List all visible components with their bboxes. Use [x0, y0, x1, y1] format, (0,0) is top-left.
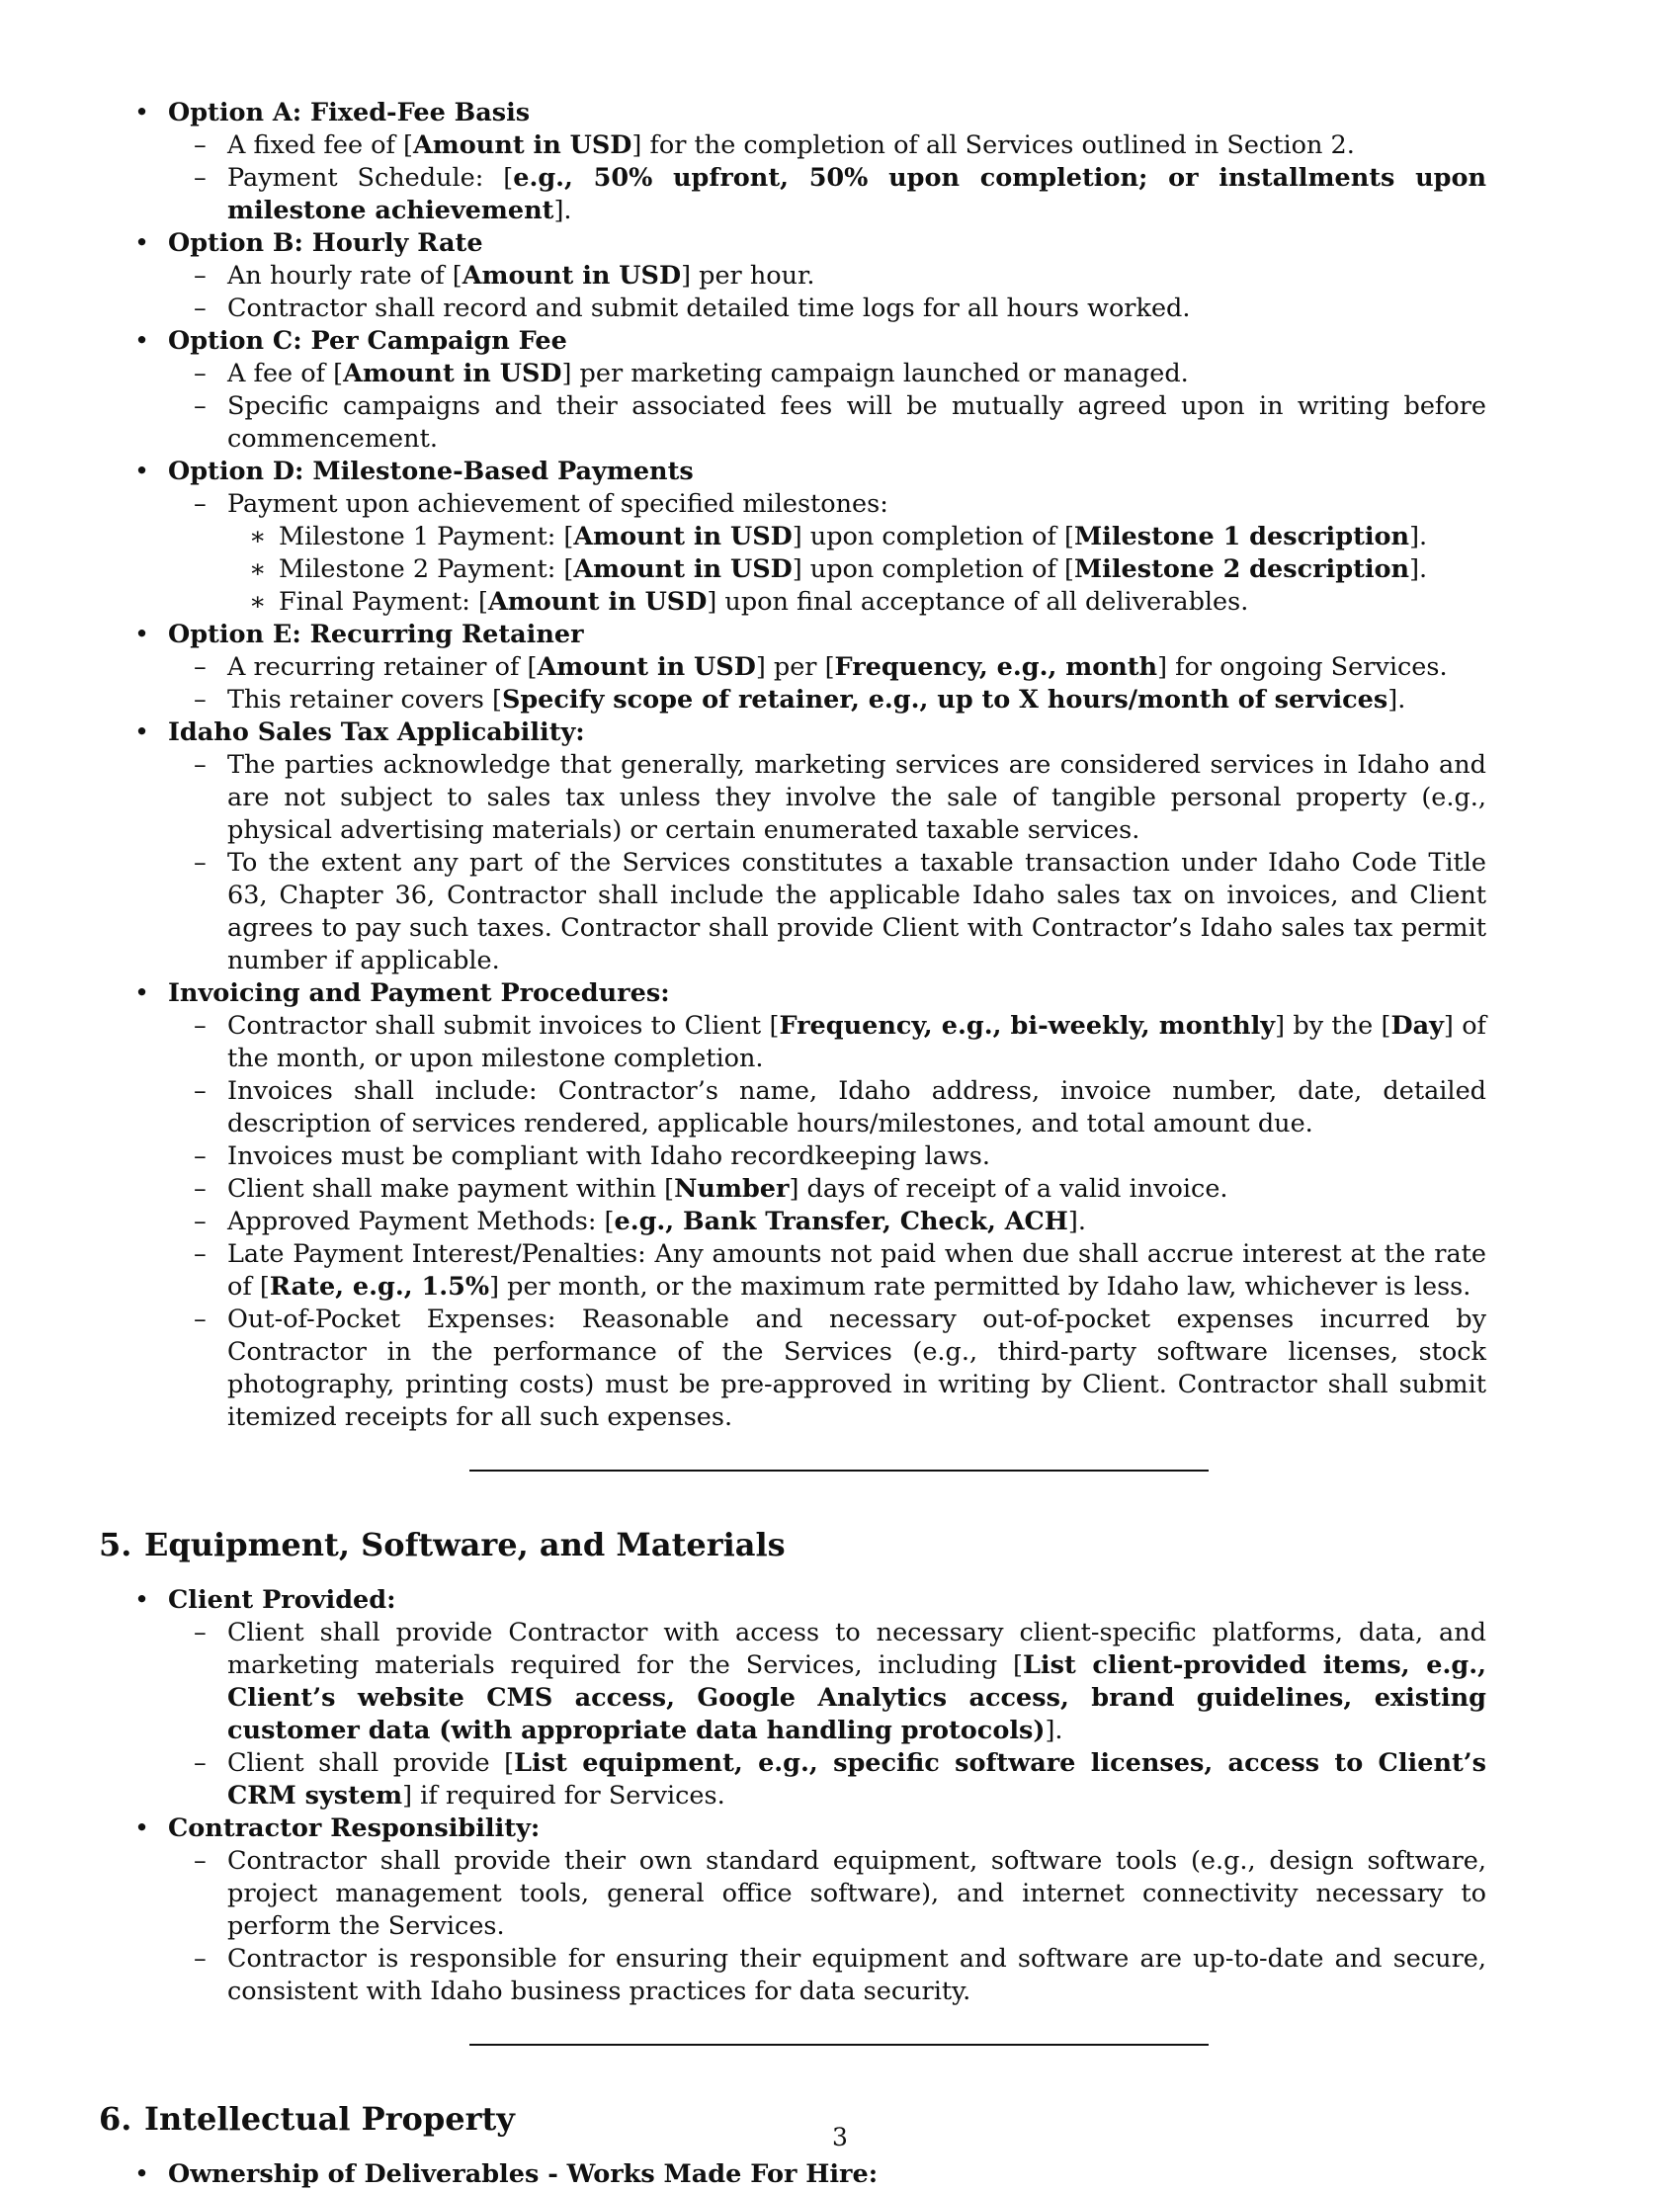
list-item: – Contractor shall submit invoices to Client [Frequency, e.g., bi-weekly, monthly] by the [Day] of the month, or upon milestone completion.	[194, 1011, 1486, 1073]
list-item: – Invoices shall include: Contractor’s name, Idaho address, invoice number, date, detailed description of services rendered, applicable hours/milestones, and total amount due.	[194, 1076, 1486, 1138]
section-6-heading: 6. Intellectual Property	[99, 2100, 515, 2138]
list-item: – A recurring retainer of [Amount in USD] per [Frequency, e.g., month] for ongoing Services.	[194, 652, 1448, 682]
sub-list-item: ∗ Milestone 1 Payment: [Amount in USD] upon completion of [Milestone 1 description].	[249, 522, 1428, 551]
client-provided-heading: • Client Provided:	[134, 1585, 396, 1615]
list-item: – Approved Payment Methods: [e.g., Bank Transfer, Check, ACH].	[194, 1207, 1086, 1236]
option-c: • Option C: Per Campaign Fee	[134, 326, 567, 356]
list-item: – To the extent any part of the Services constitutes a taxable transaction under Idaho Code Title 63, Chapter 36, Contractor shall include the applicable Idaho sales tax on invoices, and Client agrees to pay such taxes. Contractor shall provide Client with Contractor’s Idaho sales tax permit number if applicable.	[194, 848, 1486, 975]
page-number: 3	[832, 2123, 848, 2151]
list-item: – Contractor is responsible for ensuring their equipment and software are up-to-date and secure, consistent with Idaho business practices for data security.	[194, 1944, 1486, 2006]
list-item: – A fixed fee of [Amount in USD] for the completion of all Services outlined in Section 2.	[194, 130, 1355, 160]
list-item: – The parties acknowledge that generally, marketing services are considered services in Idaho and are not subject to sales tax unless they involve the sale of tangible personal property (e.g., physical advertising materials) or certain enumerated taxable services.	[194, 750, 1486, 845]
payment-options-list	[99, 97, 1581, 1434]
list-item: – Payment upon achievement of specified milestones:	[194, 489, 888, 519]
section-5-heading: 5. Equipment, Software, and Materials	[99, 1526, 786, 1563]
list-item: – Payment Schedule: [e.g., 50% upfront, 50% upon completion; or installments upon milestone achievement].	[194, 163, 1486, 225]
horizontal-rule	[469, 2044, 1209, 2046]
list-item: – Contractor shall record and submit detailed time logs for all hours worked.	[194, 294, 1191, 323]
list-item: – A fee of [Amount in USD] per marketing campaign launched or managed.	[194, 359, 1189, 388]
option-d: • Option D: Milestone-Based Payments	[134, 457, 694, 486]
list-item: – This retainer covers [Specify scope of retainer, e.g., up to X hours/month of services].	[194, 685, 1406, 715]
document-page	[99, 97, 1581, 2191]
horizontal-rule	[469, 1470, 1209, 1472]
invoicing-heading: • Invoicing and Payment Procedures:	[134, 978, 670, 1008]
list-item: – Client shall make payment within [Number] days of receipt of a valid invoice.	[194, 1174, 1228, 1204]
list-item: – Client shall provide [List equipment, e.g., specific software licenses, access to Client’s CRM system] if required for Services.	[194, 1748, 1486, 1811]
contractor-responsibility-heading: • Contractor Responsibility:	[134, 1813, 541, 1843]
option-b: • Option B: Hourly Rate	[134, 228, 483, 258]
list-item: – An hourly rate of [Amount in USD] per hour.	[194, 261, 815, 291]
list-item: – Out-of-Pocket Expenses: Reasonable and necessary out-of-pocket expenses incurred by Contractor in the performance of the Services (e.g., third-party software licenses, stock photography, printing costs) must be pre-approved in writing by Client. Contractor shall submit itemized receipts for all such expenses.	[194, 1305, 1486, 1432]
list-item: – Invoices must be compliant with Idaho recordkeeping laws.	[194, 1141, 990, 1171]
sales-tax-heading: • Idaho Sales Tax Applicability:	[134, 717, 585, 747]
option-a: • Option A: Fixed-Fee Basis	[134, 98, 531, 127]
option-e: • Option E: Recurring Retainer	[134, 620, 584, 649]
list-item: – Specific campaigns and their associated fees will be mutually agreed upon in writing before commencement.	[194, 391, 1486, 454]
sub-list-item: ∗ Milestone 2 Payment: [Amount in USD] upon completion of [Milestone 2 description].	[249, 554, 1428, 584]
list-item: – Contractor shall provide their own standard equipment, software tools (e.g., design software, project management tools, general office software), and internet connectivity necessary to perform the Services.	[194, 1846, 1486, 1941]
sub-list-item: ∗ Final Payment: [Amount in USD] upon final acceptance of all deliverables.	[249, 587, 1249, 617]
ownership-heading: • Ownership of Deliverables - Works Made For Hire:	[134, 2159, 879, 2189]
list-item: – Client shall provide Contractor with access to necessary client-specific platforms, data, and marketing materials required for the Services, including [List client-provided items, e.g., Client’s website CMS access, Google Analytics access, brand guidelines, existing customer data (with appropriate data handling protocols)].	[194, 1618, 1486, 1745]
list-item: – Late Payment Interest/Penalties: Any amounts not paid when due shall accrue interest at the rate of [Rate, e.g., 1.5%] per month, or the maximum rate permitted by Idaho law, whichever is less.	[194, 1239, 1486, 1302]
